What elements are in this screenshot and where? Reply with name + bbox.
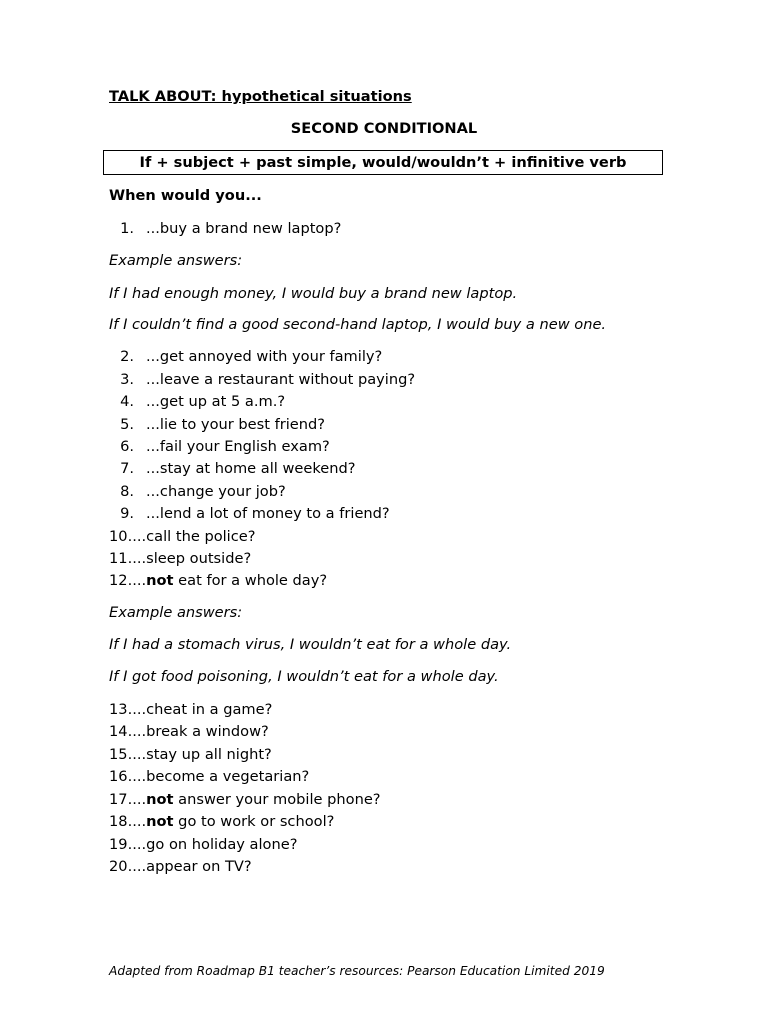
item-text: ...stay at home all weekend?	[146, 460, 356, 477]
list-item	[109, 701, 272, 719]
item-text: ...go on holiday alone?	[132, 836, 298, 853]
item-text: eat for a whole day?	[173, 572, 328, 589]
item-prefix: ...	[132, 791, 147, 808]
list-item	[109, 505, 390, 523]
list-item	[109, 483, 286, 501]
item-number: 20.	[109, 858, 133, 875]
item-number: 1.	[120, 220, 134, 237]
list-item	[109, 836, 297, 854]
item-number: 17.	[109, 791, 133, 808]
item-number: 5.	[120, 416, 134, 433]
item-number: 9.	[120, 505, 134, 522]
example-answer: If I got food poisoning, I wouldn’t eat for a whole day.	[109, 668, 499, 685]
question-prompt: When would you...	[109, 187, 262, 204]
list-item	[109, 813, 334, 831]
item-text: ...become a vegetarian?	[132, 768, 310, 785]
item-text: ...appear on TV?	[132, 858, 252, 875]
list-item	[109, 220, 341, 238]
list-item	[109, 371, 415, 389]
list-item	[109, 460, 356, 478]
item-number: 18.	[109, 813, 133, 830]
item-number: 14.	[109, 723, 133, 740]
item-number: 4.	[120, 393, 134, 410]
source-footer: Adapted from Roadmap B1 teacher’s resources: Pearson Education Limited 2019	[109, 964, 605, 978]
item-text: go to work or school?	[173, 813, 335, 830]
item-number: 7.	[120, 460, 134, 477]
item-number: 15.	[109, 746, 133, 763]
formula-box: If + subject + past simple, would/wouldn’t + infinitive verb	[103, 150, 663, 175]
item-number: 12.	[109, 572, 133, 589]
item-text: ...call the police?	[132, 528, 256, 545]
list-item	[109, 572, 327, 590]
list-item	[109, 746, 272, 764]
example-answer: If I couldn’t find a good second-hand laptop, I would buy a new one.	[109, 316, 607, 333]
item-text: answer your mobile phone?	[173, 791, 381, 808]
item-text: ...lend a lot of money to a friend?	[146, 505, 390, 522]
list-item	[109, 858, 252, 876]
example-answer: If I had enough money, I would buy a brand new laptop.	[109, 285, 518, 302]
emphasis-not: not	[146, 572, 174, 589]
item-number: 13.	[109, 701, 133, 718]
item-text: ...lie to your best friend?	[146, 416, 326, 433]
item-text: ...stay up all night?	[132, 746, 272, 763]
item-number: 16.	[109, 768, 133, 785]
item-prefix: ...	[132, 572, 147, 589]
item-number: 6.	[120, 438, 134, 455]
item-number: 11.	[109, 550, 133, 567]
list-item	[109, 768, 309, 786]
item-prefix: ...	[132, 813, 147, 830]
topic-title: TALK ABOUT: hypothetical situations	[109, 88, 412, 105]
example-label: Example answers:	[109, 252, 243, 269]
item-text: ...break a window?	[132, 723, 269, 740]
example-label: Example answers:	[109, 604, 243, 621]
item-text: ...buy a brand new laptop?	[146, 220, 342, 237]
item-text: ...get up at 5 a.m.?	[146, 393, 286, 410]
item-text: ...get annoyed with your family?	[146, 348, 383, 365]
list-item	[109, 791, 381, 809]
item-text: ...cheat in a game?	[132, 701, 273, 718]
list-item	[109, 550, 251, 568]
page-heading: SECOND CONDITIONAL	[290, 120, 478, 137]
list-item	[109, 416, 325, 434]
item-text: ...change your job?	[146, 483, 286, 500]
example-answer: If I had a stomach virus, I wouldn’t eat for a whole day.	[109, 636, 512, 653]
list-item	[109, 438, 330, 456]
item-number: 2.	[120, 348, 134, 365]
list-item	[109, 723, 269, 741]
item-number: 19.	[109, 836, 133, 853]
item-text: ...fail your English exam?	[146, 438, 330, 455]
item-number: 10.	[109, 528, 133, 545]
item-number: 3.	[120, 371, 134, 388]
item-number: 8.	[120, 483, 134, 500]
emphasis-not: not	[146, 813, 174, 830]
item-text: ...leave a restaurant without paying?	[146, 371, 416, 388]
emphasis-not: not	[146, 791, 174, 808]
item-text: ...sleep outside?	[132, 550, 252, 567]
list-item	[109, 528, 256, 546]
list-item	[109, 348, 382, 366]
list-item	[109, 393, 285, 411]
